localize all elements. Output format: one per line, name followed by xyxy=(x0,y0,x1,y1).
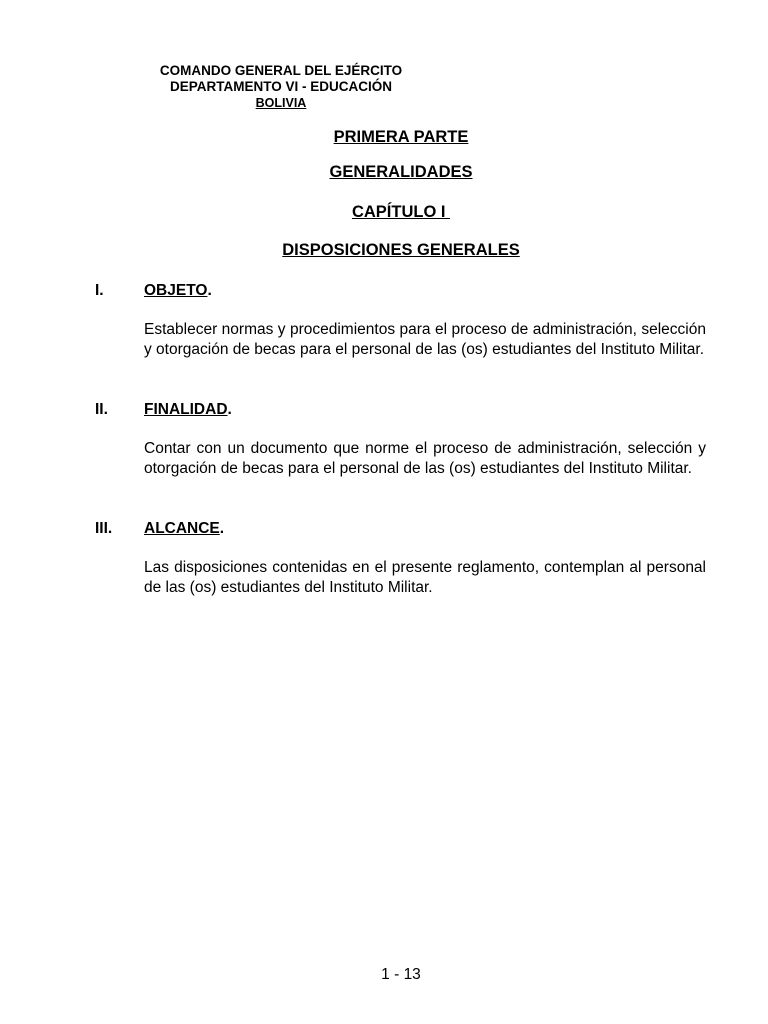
letterhead-department: DEPARTAMENTO VI - EDUCACIÓN xyxy=(169,79,392,94)
letterhead xyxy=(140,63,422,111)
section-numeral: I. xyxy=(95,282,104,299)
section-numeral: III. xyxy=(95,520,113,537)
section-numeral: II. xyxy=(95,401,108,418)
provisions-heading: DISPOSICIONES GENERALES xyxy=(282,241,520,259)
section-label: FINALIDAD xyxy=(144,401,228,418)
chapter-heading: CAPÍTULO I xyxy=(351,203,451,221)
section-alcance-text: Las disposiciones contenidas en el presente reglamento, contemplan al personal de las (os) estudiantes del Instituto Militar. xyxy=(144,559,706,596)
section-label: ALCANCE xyxy=(144,520,220,537)
section-punct: . xyxy=(219,520,225,537)
section-finalidad-text: Contar con un documento que norme el proceso de administración, selección y otorgación de becas para el personal de las (os) estudiantes del Instituto Militar. xyxy=(144,440,706,477)
section-label: OBJETO xyxy=(144,282,208,299)
generalities-heading: GENERALIDADES xyxy=(329,163,473,181)
letterhead-country: BOLIVIA xyxy=(255,96,307,110)
letterhead-command: COMANDO GENERAL DEL EJÉRCITO xyxy=(159,63,403,78)
part-heading: PRIMERA PARTE xyxy=(333,128,469,146)
section-punct: . xyxy=(227,401,232,418)
section-objeto-text: Establecer normas y procedimientos para el proceso de administración, selección y otorgación de becas para el personal de las (os) estudiantes del Instituto Militar. xyxy=(144,321,706,358)
page-number: 1 - 13 xyxy=(381,966,421,983)
section-punct: . xyxy=(207,282,212,299)
